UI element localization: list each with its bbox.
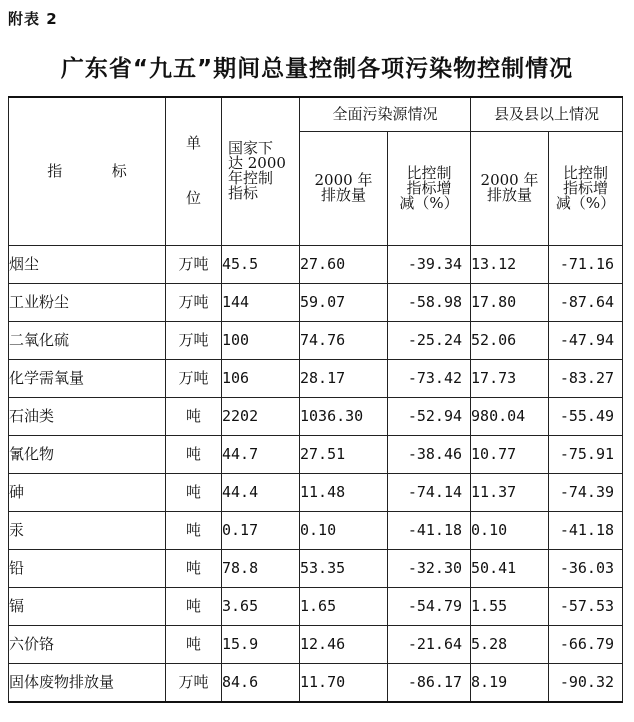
county-change-value: -83.27 [549, 359, 623, 397]
table-title: 广东省“九五”期间总量控制各项污染物控制情况 [60, 56, 574, 82]
table-row [9, 245, 623, 283]
table-row [9, 625, 623, 663]
header-national-target [222, 97, 300, 245]
header-indicator-char-2: 标 [111, 161, 127, 180]
county-emission-value: 8.19 [471, 663, 549, 702]
all-emission-value: 11.70 [300, 663, 388, 702]
table-row [9, 397, 623, 435]
all-emission-value: 1.65 [300, 587, 388, 625]
header-all-change-line-1: 比控制 [406, 163, 452, 182]
all-change-value: -86.17 [388, 663, 471, 702]
pollutant-unit: 吨 [166, 587, 222, 625]
header-all-emission-line-2: 排放量 [320, 186, 366, 204]
pollutant-name: 六价铬 [9, 625, 166, 663]
all-change-value: -54.79 [388, 587, 471, 625]
all-emission-value: 53.35 [300, 549, 388, 587]
header-unit [166, 97, 222, 245]
county-emission-value: 1.55 [471, 587, 549, 625]
all-emission-value: 1036.30 [300, 397, 388, 435]
county-change-value: -74.39 [549, 473, 623, 511]
county-emission-value: 0.10 [471, 511, 549, 549]
county-emission-value: 11.37 [471, 473, 549, 511]
pollutant-name: 工业粉尘 [9, 283, 166, 321]
pollutant-unit: 吨 [166, 397, 222, 435]
all-emission-value: 59.07 [300, 283, 388, 321]
header-unit-char-1: 单 [185, 134, 201, 153]
all-emission-value: 27.60 [300, 245, 388, 283]
all-emission-value: 12.46 [300, 625, 388, 663]
county-emission-value: 52.06 [471, 321, 549, 359]
header-all-change [388, 131, 471, 245]
pollutant-unit: 万吨 [166, 359, 222, 397]
all-change-value: -52.94 [388, 397, 471, 435]
national-target-value: 15.9 [222, 625, 300, 663]
county-emission-value: 17.73 [471, 359, 549, 397]
pollutant-unit: 吨 [166, 435, 222, 473]
national-target-value: 3.65 [222, 587, 300, 625]
county-change-value: -66.79 [549, 625, 623, 663]
national-target-value: 2202 [222, 397, 300, 435]
national-target-value: 44.4 [222, 473, 300, 511]
pollutant-unit: 吨 [166, 511, 222, 549]
table-row [9, 435, 623, 473]
county-emission-value: 5.28 [471, 625, 549, 663]
pollutant-name: 汞 [9, 511, 166, 549]
all-emission-value: 0.10 [300, 511, 388, 549]
header-county-change-line-2: 指标增 [563, 178, 609, 197]
county-emission-value: 50.41 [471, 549, 549, 587]
appendix-label: 附表 2 [8, 10, 58, 28]
all-change-value: -41.18 [388, 511, 471, 549]
county-change-value: -36.03 [549, 549, 623, 587]
all-emission-value: 74.76 [300, 321, 388, 359]
national-target-value: 78.8 [222, 549, 300, 587]
header-county-emission-line-1: 2000 年 [480, 171, 539, 189]
pollutant-unit: 万吨 [166, 283, 222, 321]
national-target-value: 106 [222, 359, 300, 397]
table-row [9, 359, 623, 397]
county-emission-value: 17.80 [471, 283, 549, 321]
all-change-value: -74.14 [388, 473, 471, 511]
all-change-value: -38.46 [388, 435, 471, 473]
all-change-value: -39.34 [388, 245, 471, 283]
header-indicator [9, 97, 166, 245]
national-target-value: 44.7 [222, 435, 300, 473]
county-change-value: -87.64 [549, 283, 623, 321]
pollutant-unit: 吨 [166, 549, 222, 587]
table-row [9, 549, 623, 587]
header-all-emission-line-1: 2000 年 [314, 171, 373, 189]
header-all-emission-2000 [300, 131, 388, 245]
county-change-value: -47.94 [549, 321, 623, 359]
pollutant-name: 砷 [9, 473, 166, 511]
national-target-value: 0.17 [222, 511, 300, 549]
pollutant-unit: 万吨 [166, 663, 222, 702]
all-change-value: -73.42 [388, 359, 471, 397]
national-target-value: 84.6 [222, 663, 300, 702]
header-national-line-1: 国家下 [228, 139, 274, 158]
county-change-value: -90.32 [549, 663, 623, 702]
all-emission-value: 11.48 [300, 473, 388, 511]
pollutant-name: 氰化物 [9, 435, 166, 473]
county-change-value: -55.49 [549, 397, 623, 435]
county-change-value: -71.16 [549, 245, 623, 283]
county-emission-value: 980.04 [471, 397, 549, 435]
pollutant-name: 固体废物排放量 [9, 663, 166, 702]
all-change-value: -21.64 [388, 625, 471, 663]
header-unit-char-2: 位 [185, 189, 201, 208]
pollutant-name: 二氧化硫 [9, 321, 166, 359]
all-emission-value: 28.17 [300, 359, 388, 397]
header-all-sources: 全面污染源情况 [300, 97, 471, 131]
pollutant-name: 化学需氧量 [9, 359, 166, 397]
table-row [9, 321, 623, 359]
table-row [9, 663, 623, 702]
pollutant-name: 石油类 [9, 397, 166, 435]
pollutant-name: 镉 [9, 587, 166, 625]
header-county-change [549, 131, 623, 245]
pollutant-unit: 万吨 [166, 245, 222, 283]
header-county-above: 县及县以上情况 [471, 97, 623, 131]
county-emission-value: 10.77 [471, 435, 549, 473]
all-emission-value: 27.51 [300, 435, 388, 473]
table-row [9, 473, 623, 511]
header-national-line-3: 年控制 [228, 169, 274, 188]
pollutant-unit: 吨 [166, 625, 222, 663]
header-all-change-line-3: 减（%） [399, 193, 459, 212]
pollutant-name: 烟尘 [9, 245, 166, 283]
county-emission-value: 13.12 [471, 245, 549, 283]
all-change-value: -25.24 [388, 321, 471, 359]
table-row [9, 511, 623, 549]
pollutant-name: 铅 [9, 549, 166, 587]
header-indicator-char-1: 指 [47, 161, 63, 180]
table-row [9, 283, 623, 321]
header-county-change-line-1: 比控制 [563, 163, 609, 182]
header-county-change-line-3: 减（%） [555, 193, 616, 212]
national-target-value: 144 [222, 283, 300, 321]
county-change-value: -75.91 [549, 435, 623, 473]
county-change-value: -41.18 [549, 511, 623, 549]
county-change-value: -57.53 [549, 587, 623, 625]
pollutant-unit: 万吨 [166, 321, 222, 359]
all-change-value: -58.98 [388, 283, 471, 321]
national-target-value: 100 [222, 321, 300, 359]
pollutant-unit: 吨 [166, 473, 222, 511]
header-county-emission-2000 [471, 131, 549, 245]
header-national-line-2: 达 2000 [228, 154, 286, 173]
table-row [9, 587, 623, 625]
pollutant-control-table [8, 96, 623, 703]
header-all-change-line-2: 指标增 [406, 178, 452, 197]
all-change-value: -32.30 [388, 549, 471, 587]
header-national-line-4: 指标 [228, 184, 259, 203]
national-target-value: 45.5 [222, 245, 300, 283]
header-county-emission-line-2: 排放量 [487, 186, 533, 204]
